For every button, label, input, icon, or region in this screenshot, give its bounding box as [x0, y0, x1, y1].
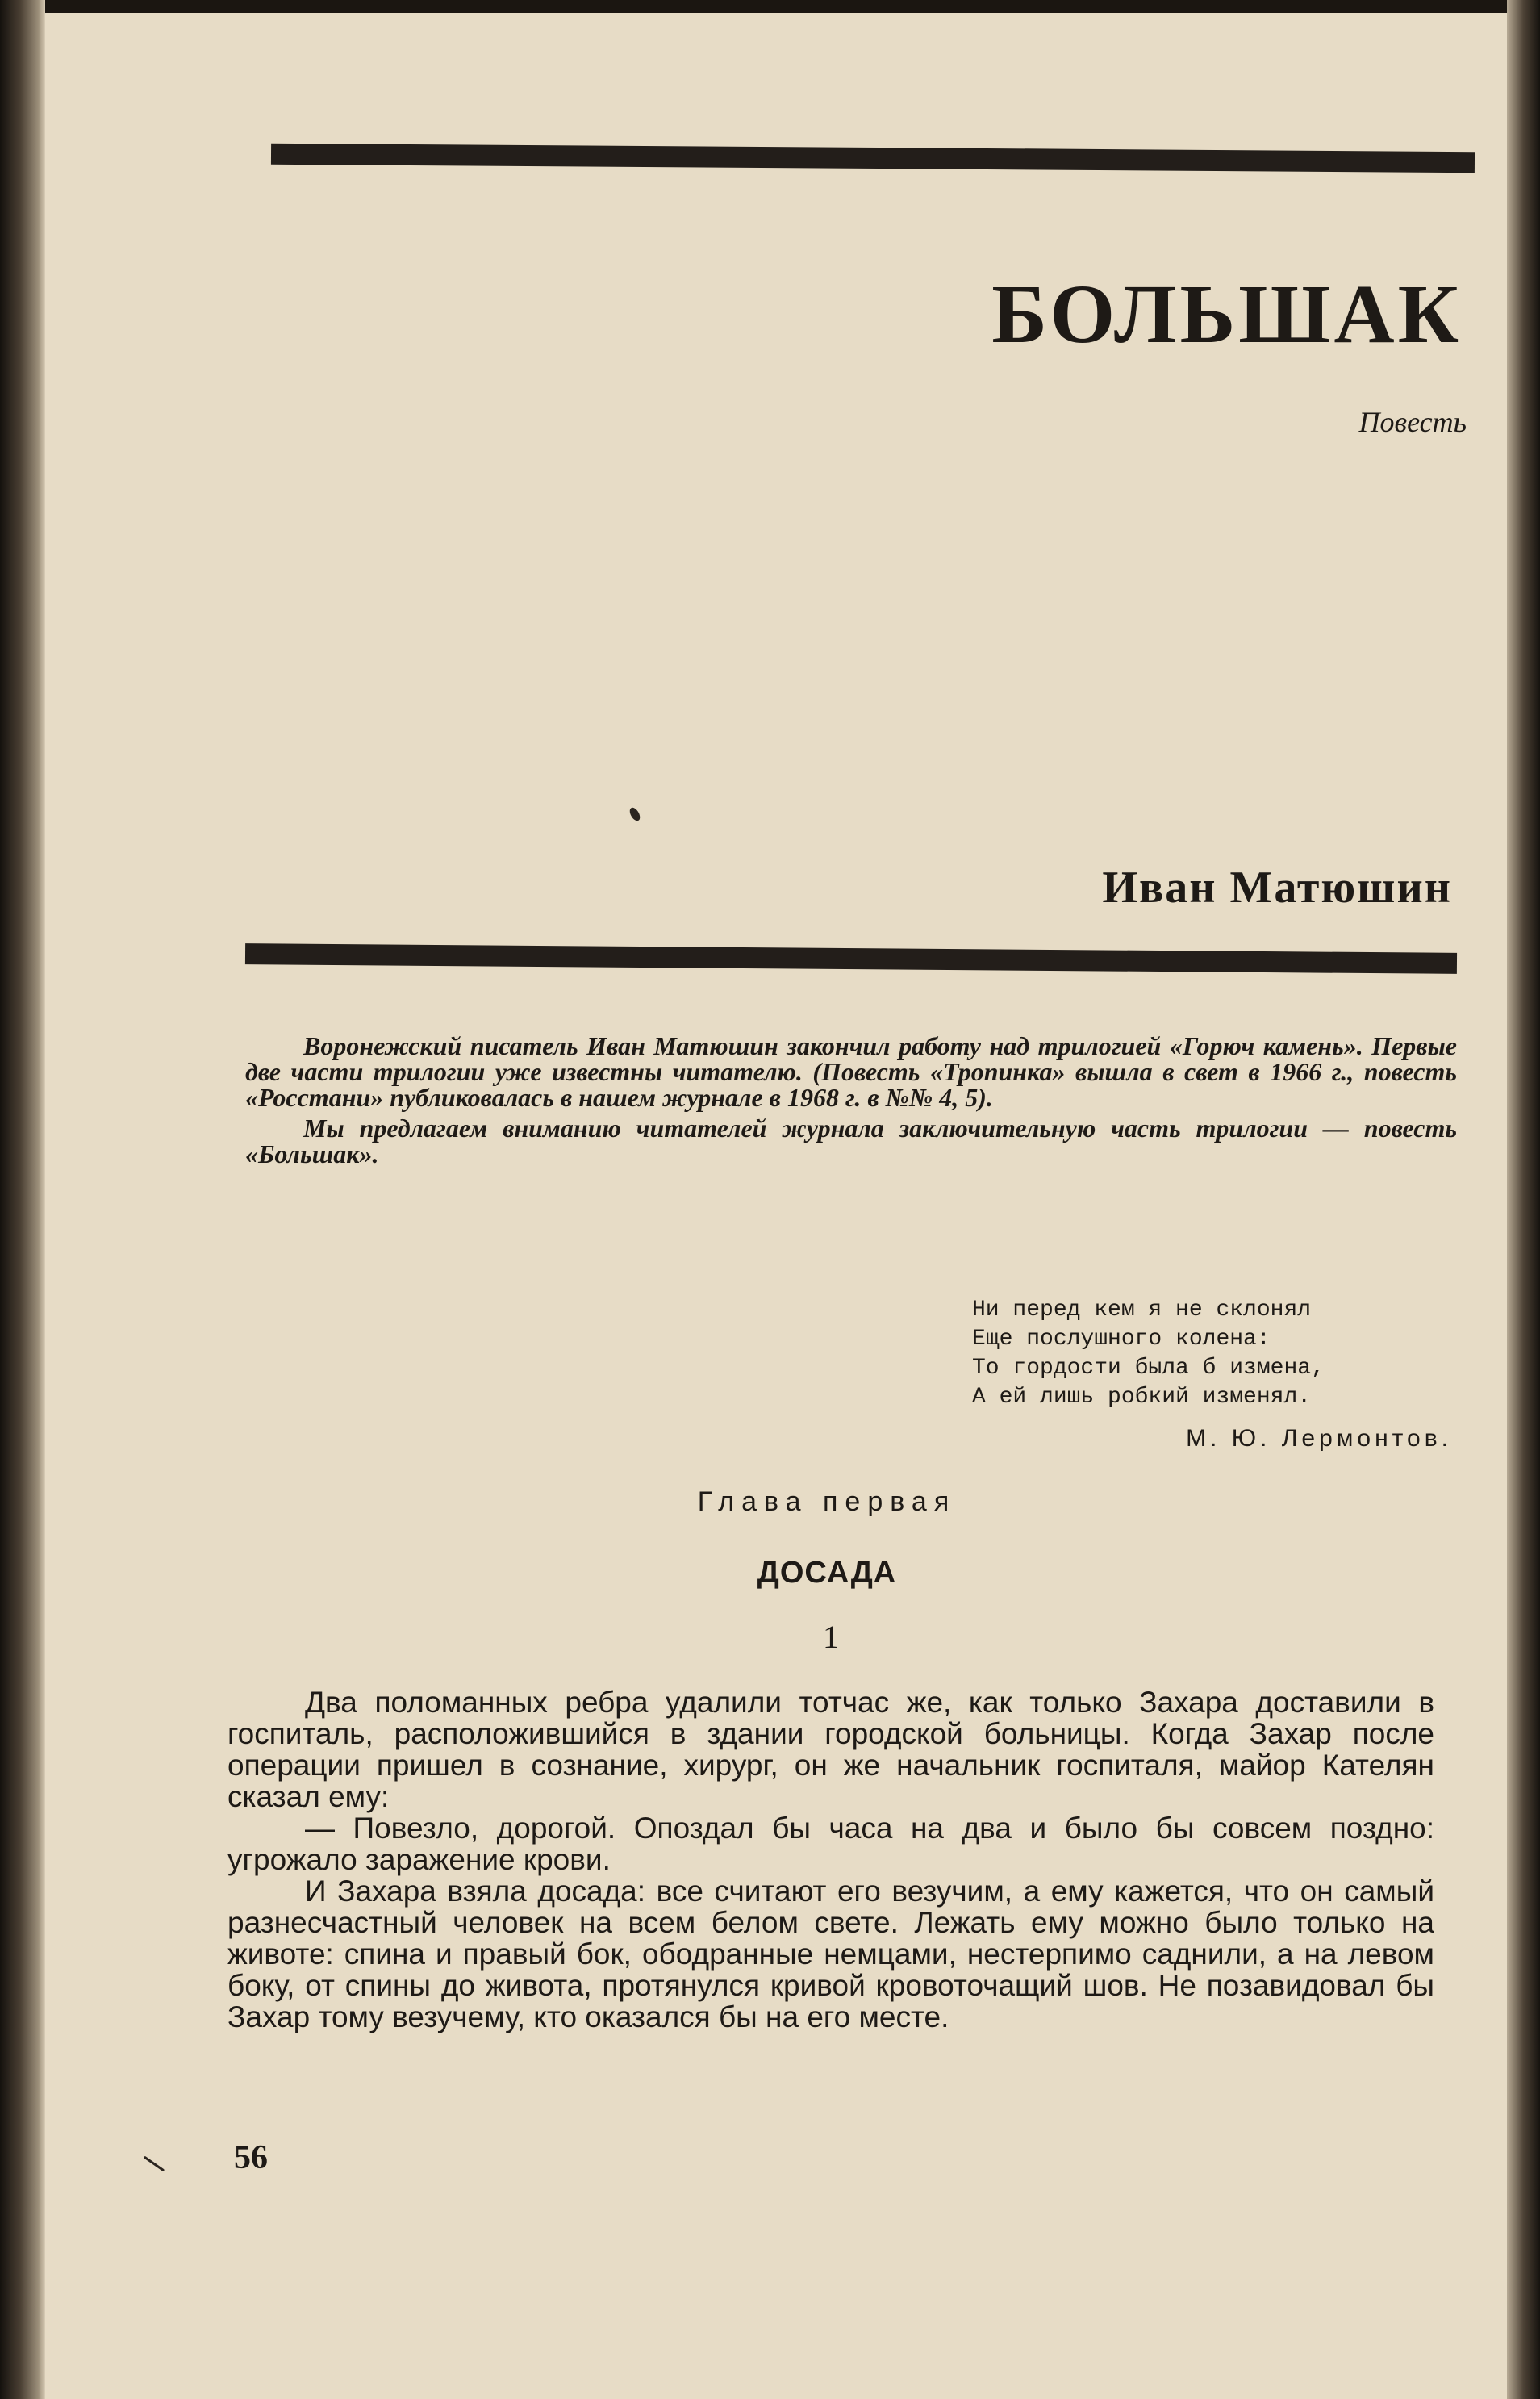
intro-paragraph: Мы предлагаем вниманию читателей журнала заключительную часть трилогии — повесть «Большак». — [245, 1114, 1457, 1168]
book-gutter — [0, 0, 45, 2399]
intro-paragraph: Воронежский писатель Иван Матюшин закончил работу над трилогией «Горюч камень». Первые две части трилогии уже известны читателю. (Повесть «Тропинка» вышла в свет в 1966 г., повесть «Росстани» публиковалась в нашем журнале в 1968 г. в №№ 4, 5). — [245, 1031, 1457, 1112]
page-edge — [1507, 0, 1540, 2399]
epigraph-line: То гордости была б измена, — [972, 1356, 1325, 1381]
chapter-label: Глава первая — [697, 1486, 957, 1517]
body-paragraph: Два поломанных ребра удалили тотчас же, как только Захара доставили в госпиталь, расположившийся в здании городской больницы. Когда Захар после операции пришел в сознание, хирург, он же начальник госпиталя, майор Кателян сказал ему: — [227, 1686, 1434, 1813]
body-paragraph: — Повезло, дорогой. Опоздал бы часа на два и было бы совсем поздно: угрожало заражение крови. — [227, 1812, 1434, 1876]
epigraph-line: Ни перед кем я не склонял — [972, 1298, 1312, 1323]
body-text — [227, 1686, 1434, 2033]
page-number: 56 — [234, 2139, 268, 2176]
genre-subtitle: Повесть — [1358, 406, 1467, 438]
epigraph-line: Еще послушного колена: — [972, 1327, 1271, 1352]
epigraph — [972, 1296, 1456, 1412]
chapter-title: ДОСАДА — [757, 1556, 897, 1590]
section-number: 1 — [823, 1619, 839, 1655]
epigraph-line: А ей лишь робкий изменял. — [972, 1385, 1312, 1410]
author-name: Иван Матюшин — [1102, 863, 1452, 913]
story-title: БОЛЬШАК — [991, 268, 1462, 361]
book-page — [45, 13, 1507, 2399]
body-paragraph: И Захара взяла досада: все считают его везучим, а ему кажется, что он самый разнесчастный человек на всем белом свете. Лежать ему можно было только на животе: спина и правый бок, ободранные немцами, нестерпимо саднили, а на левом боку, от спины до живота, протянулся кривой кровоточащий шов. Не позавидовал бы Захар тому везучему, кто оказался бы на его месте. — [227, 1874, 1434, 2033]
editorial-intro — [245, 1033, 1457, 1167]
epigraph-author: М. Ю. Лермонтов. — [1186, 1425, 1452, 1452]
